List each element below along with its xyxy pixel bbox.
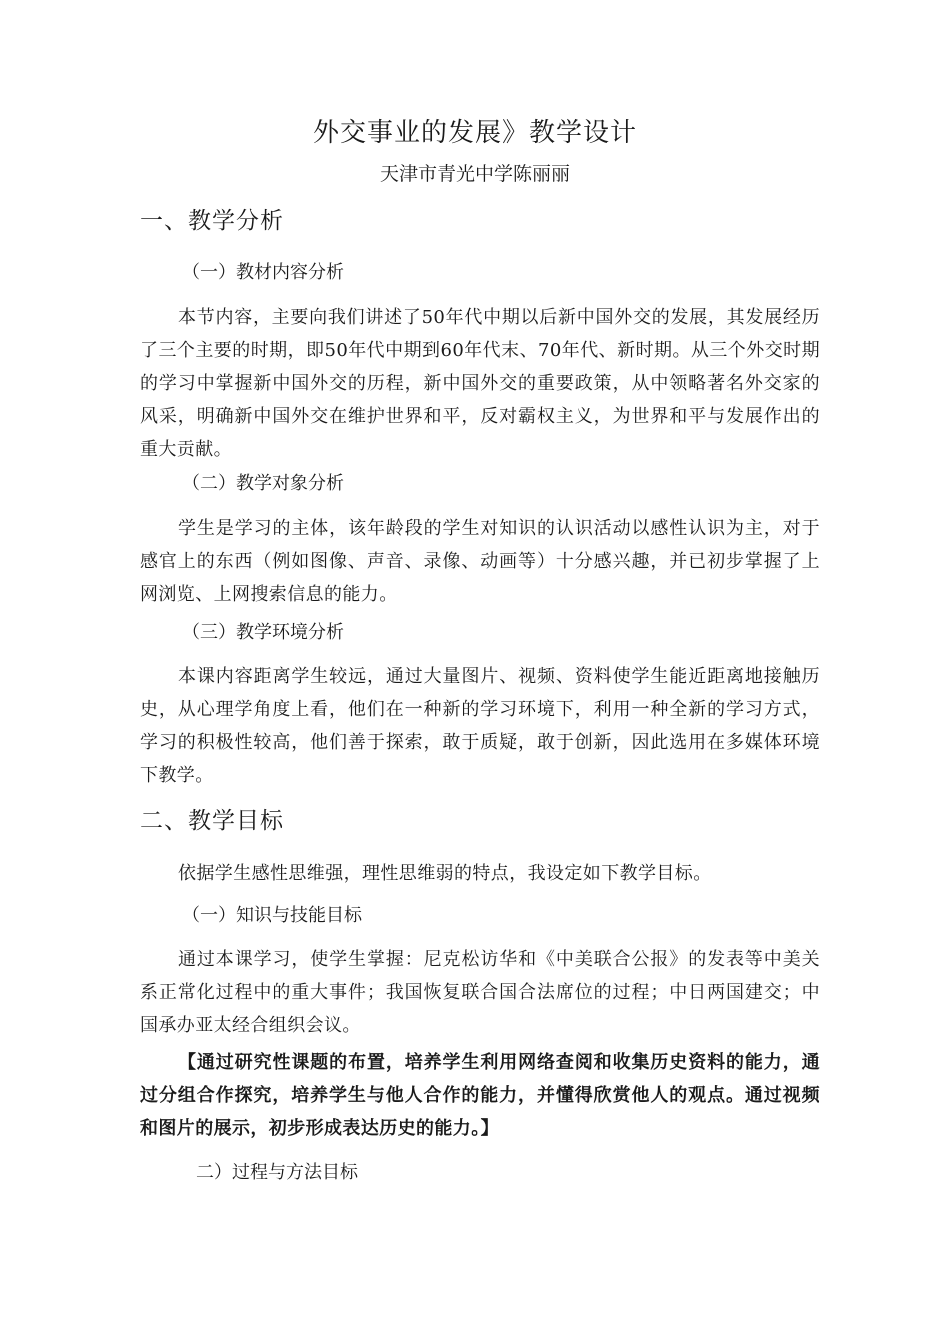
section-heading-teaching-goals: 二、教学目标 <box>140 808 284 834</box>
document-title: 外交事业的发展》教学设计 <box>312 118 637 148</box>
subheading-textbook-content: （一）教材内容分析 <box>182 262 344 283</box>
subheading-process-methods: 二）过程与方法目标 <box>196 1162 358 1183</box>
subheading-knowledge-skills: （一）知识与技能目标 <box>182 905 362 926</box>
paragraph-environment-analysis: 本课内容距离学生较远，通过大量图片、视频、资料使学生能近距离地接触历史，从心理学角度上看，他们在一种新的学习环境下，利用一种全新的学习方式，学习的积极性较高，他们善于探索，敢于质疑，敢于创新，因此选用在多媒体环境下教学。 <box>140 666 820 786</box>
subheading-student-analysis: （二）教学对象分析 <box>182 473 344 494</box>
paragraph-goals-intro: 依据学生感性思维强，理性思维弱的特点，我设定如下教学目标。 <box>178 863 712 884</box>
document-author: 天津市青光中学陈丽丽 <box>379 163 570 185</box>
paragraph-textbook-content: 本节内容，主要向我们讲述了50年代中期以后新中国外交的发展，其发展经历了三个主要的时期，即50年代中期到60年代末、70年代、新时期。从三个外交时期的学习中掌握新中国外交的历程，新中国外交的重要政策，从中领略著名外交家的风采，明确新中国外交在维护世界和平，反对霸权主义，为世界和平与发展作出的重大贡献。 <box>140 307 820 460</box>
section-heading-teaching-analysis: 一、教学分析 <box>140 208 284 234</box>
subheading-environment-analysis: （三）教学环境分析 <box>182 622 344 643</box>
paragraph-knowledge-skills: 通过本课学习，使学生掌握：尼克松访华和《中美联合公报》的发表等中美关系正常化过程中的重大事件；我国恢复联合国合法席位的过程；中日两国建交；中国承办亚太经合组织会议。 <box>140 949 820 1036</box>
paragraph-student-analysis: 学生是学习的主体，该年龄段的学生对知识的认识活动以感性认识为主，对于感官上的东西（例如图像、声音、录像、动画等）十分感兴趣，并已初步掌握了上网浏览、上网搜索信息的能力。 <box>140 518 820 605</box>
paragraph-research-abilities: 【通过研究性课题的布置，培养学生利用网络查阅和收集历史资料的能力，通过分组合作探究，培养学生与他人合作的能力，并懂得欣赏他人的观点。通过视频和图片的展示，初步形成表达历史的能力。】 <box>140 1052 820 1139</box>
